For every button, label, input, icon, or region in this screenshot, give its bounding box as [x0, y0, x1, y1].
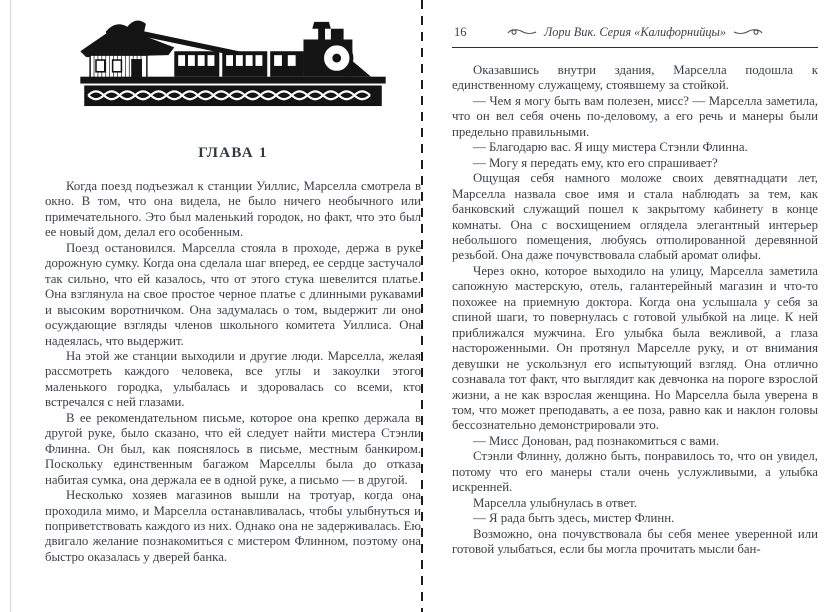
paragraph: На этой же станции выходили и другие люди. Марселла, желая рассмотреть каждого человека, все углы и закоулки этого маленького городка, улыбалась и здоровалась со всеми, кто встречался с ней глазами.	[45, 348, 421, 410]
page-number: 16	[454, 25, 467, 39]
paragraph: Марселла улыбнулась в ответ.	[473, 495, 637, 510]
page-gutter-dashed-divider	[421, 0, 423, 612]
train-station-illustration-icon	[79, 16, 387, 108]
page-scan-edge	[10, 0, 11, 612]
paragraph: — Мисс Донован, рад познакомиться с вами.	[473, 433, 720, 448]
left-page-body	[45, 179, 421, 565]
paragraph: — Благодарю вас. Я ищу мистера Стэнли Флинна.	[473, 140, 748, 155]
paragraph: Когда поезд подъезжал к станции Уиллис, Марселла смотрела в окно. В том, что она видела, не было ничего необычного или примечательного. Это был маленький городок, но факт, что это был ее новый дом, делал его особенным.	[45, 179, 421, 240]
paragraph: — Я рада быть здесь, мистер Флинн.	[473, 511, 675, 526]
paragraph: Несколько хозяев магазинов вышли на тротуар, когда она проходила мимо, и Марселла останавливалась, чтобы улыбнуться и поприветствовать каждого из них. Однако она не задерживалась. Ею двигало желание познакомиться с мистером Флинном, поэтому она быстро оказалась у дверей банка.	[45, 488, 421, 564]
running-head	[452, 24, 818, 48]
paragraph: — Чем я могу быть вам полезен, мисс? — Марселла заметила, что он вел себя очень по-деловому, а его речь и манеры были предельно правильными.	[452, 93, 818, 139]
right-page-body	[452, 63, 818, 558]
flourish-icon	[507, 28, 537, 38]
running-title: Лори Вик. Серия «Калифорнийцы»	[543, 25, 727, 39]
right-page	[452, 24, 818, 558]
paragraph: Стэнли Флинну, должно быть, понравилось то, что он увидел, потому что его манеры стали очень услужливыми, а улыбка искренней.	[452, 449, 818, 495]
chapter-illustration	[45, 16, 421, 113]
left-page	[45, 16, 421, 565]
paragraph: В ее рекомендательном письме, которое она крепко держала в другой руке, было сказано, что ей следует найти мистера Стэнли Флинна. Он был, как пояснялось в письме, местным банкиром. Поскольку единственным багажом Марселлы была до отказа набитая сумка, она держала ее в одной руке, а письмо — в другой.	[45, 410, 421, 487]
paragraph: — Могу я передать ему, кто его спрашивает?	[473, 155, 718, 170]
paragraph: Оказавшись внутри здания, Марселла подошла к единственному служащему, стоявшему за стойкой.	[452, 63, 818, 93]
paragraph: Поезд остановился. Марселла стояла в проходе, держа в руке дорожную сумку. Когда она сделала шаг вперед, ее сердце застучало так сильно, что ей казалось, что от этого стука шевелится платье. Она взглянула на свое простое черное платье с длинными рукавами и высоким воротничком. Она задумалась о том, выдержит ли оно осуждающие взгляды членов школьного комитета Уиллиса. Она надеялась, что выдержит.	[45, 240, 421, 348]
flourish-icon	[733, 28, 763, 38]
paragraph: Через окно, которое выходило на улицу, Марселла заметила сапожную мастерскую, отель, галантерейный магазин и что-то похожее на приемную доктора. Когда она услышала у себя за спиной шаги, то повернулась с готовой улыбкой на лице. К ней приближался мужчина. Его улыбка была вежливой, а глаза настороженными. Он протянул Марселле руку, и от внимания девушки не ускользнул его испытующий взгляд. Она отлично сознавала тот факт, что выглядит как девчонка на пороге взрослой жизни, а не как взрослая женщина. Но Марселла была уверена в том, что может преподавать, а ее поза, равно как и наклон головы бессознательно демонстрировали это.	[452, 263, 818, 433]
chapter-heading: ГЛАВА 1	[198, 145, 268, 161]
paragraph: Возможно, она почувствовала бы себя менее уверенной или готовой улыбаться, если бы могла прочитать мысли бан-	[452, 526, 818, 557]
paragraph: Ощущая себя намного моложе своих девятнадцати лет, Марселла назвала свое имя и стала наблюдать за тем, как банковский служащий пошел к закрытому кабинету в конце комнаты. Она с восхищением оглядела элегантный интерьер небольшого помещения, любуясь отполированной деревянной резьбой. Она даже почувствовала слабый аромат олифы.	[452, 171, 818, 263]
